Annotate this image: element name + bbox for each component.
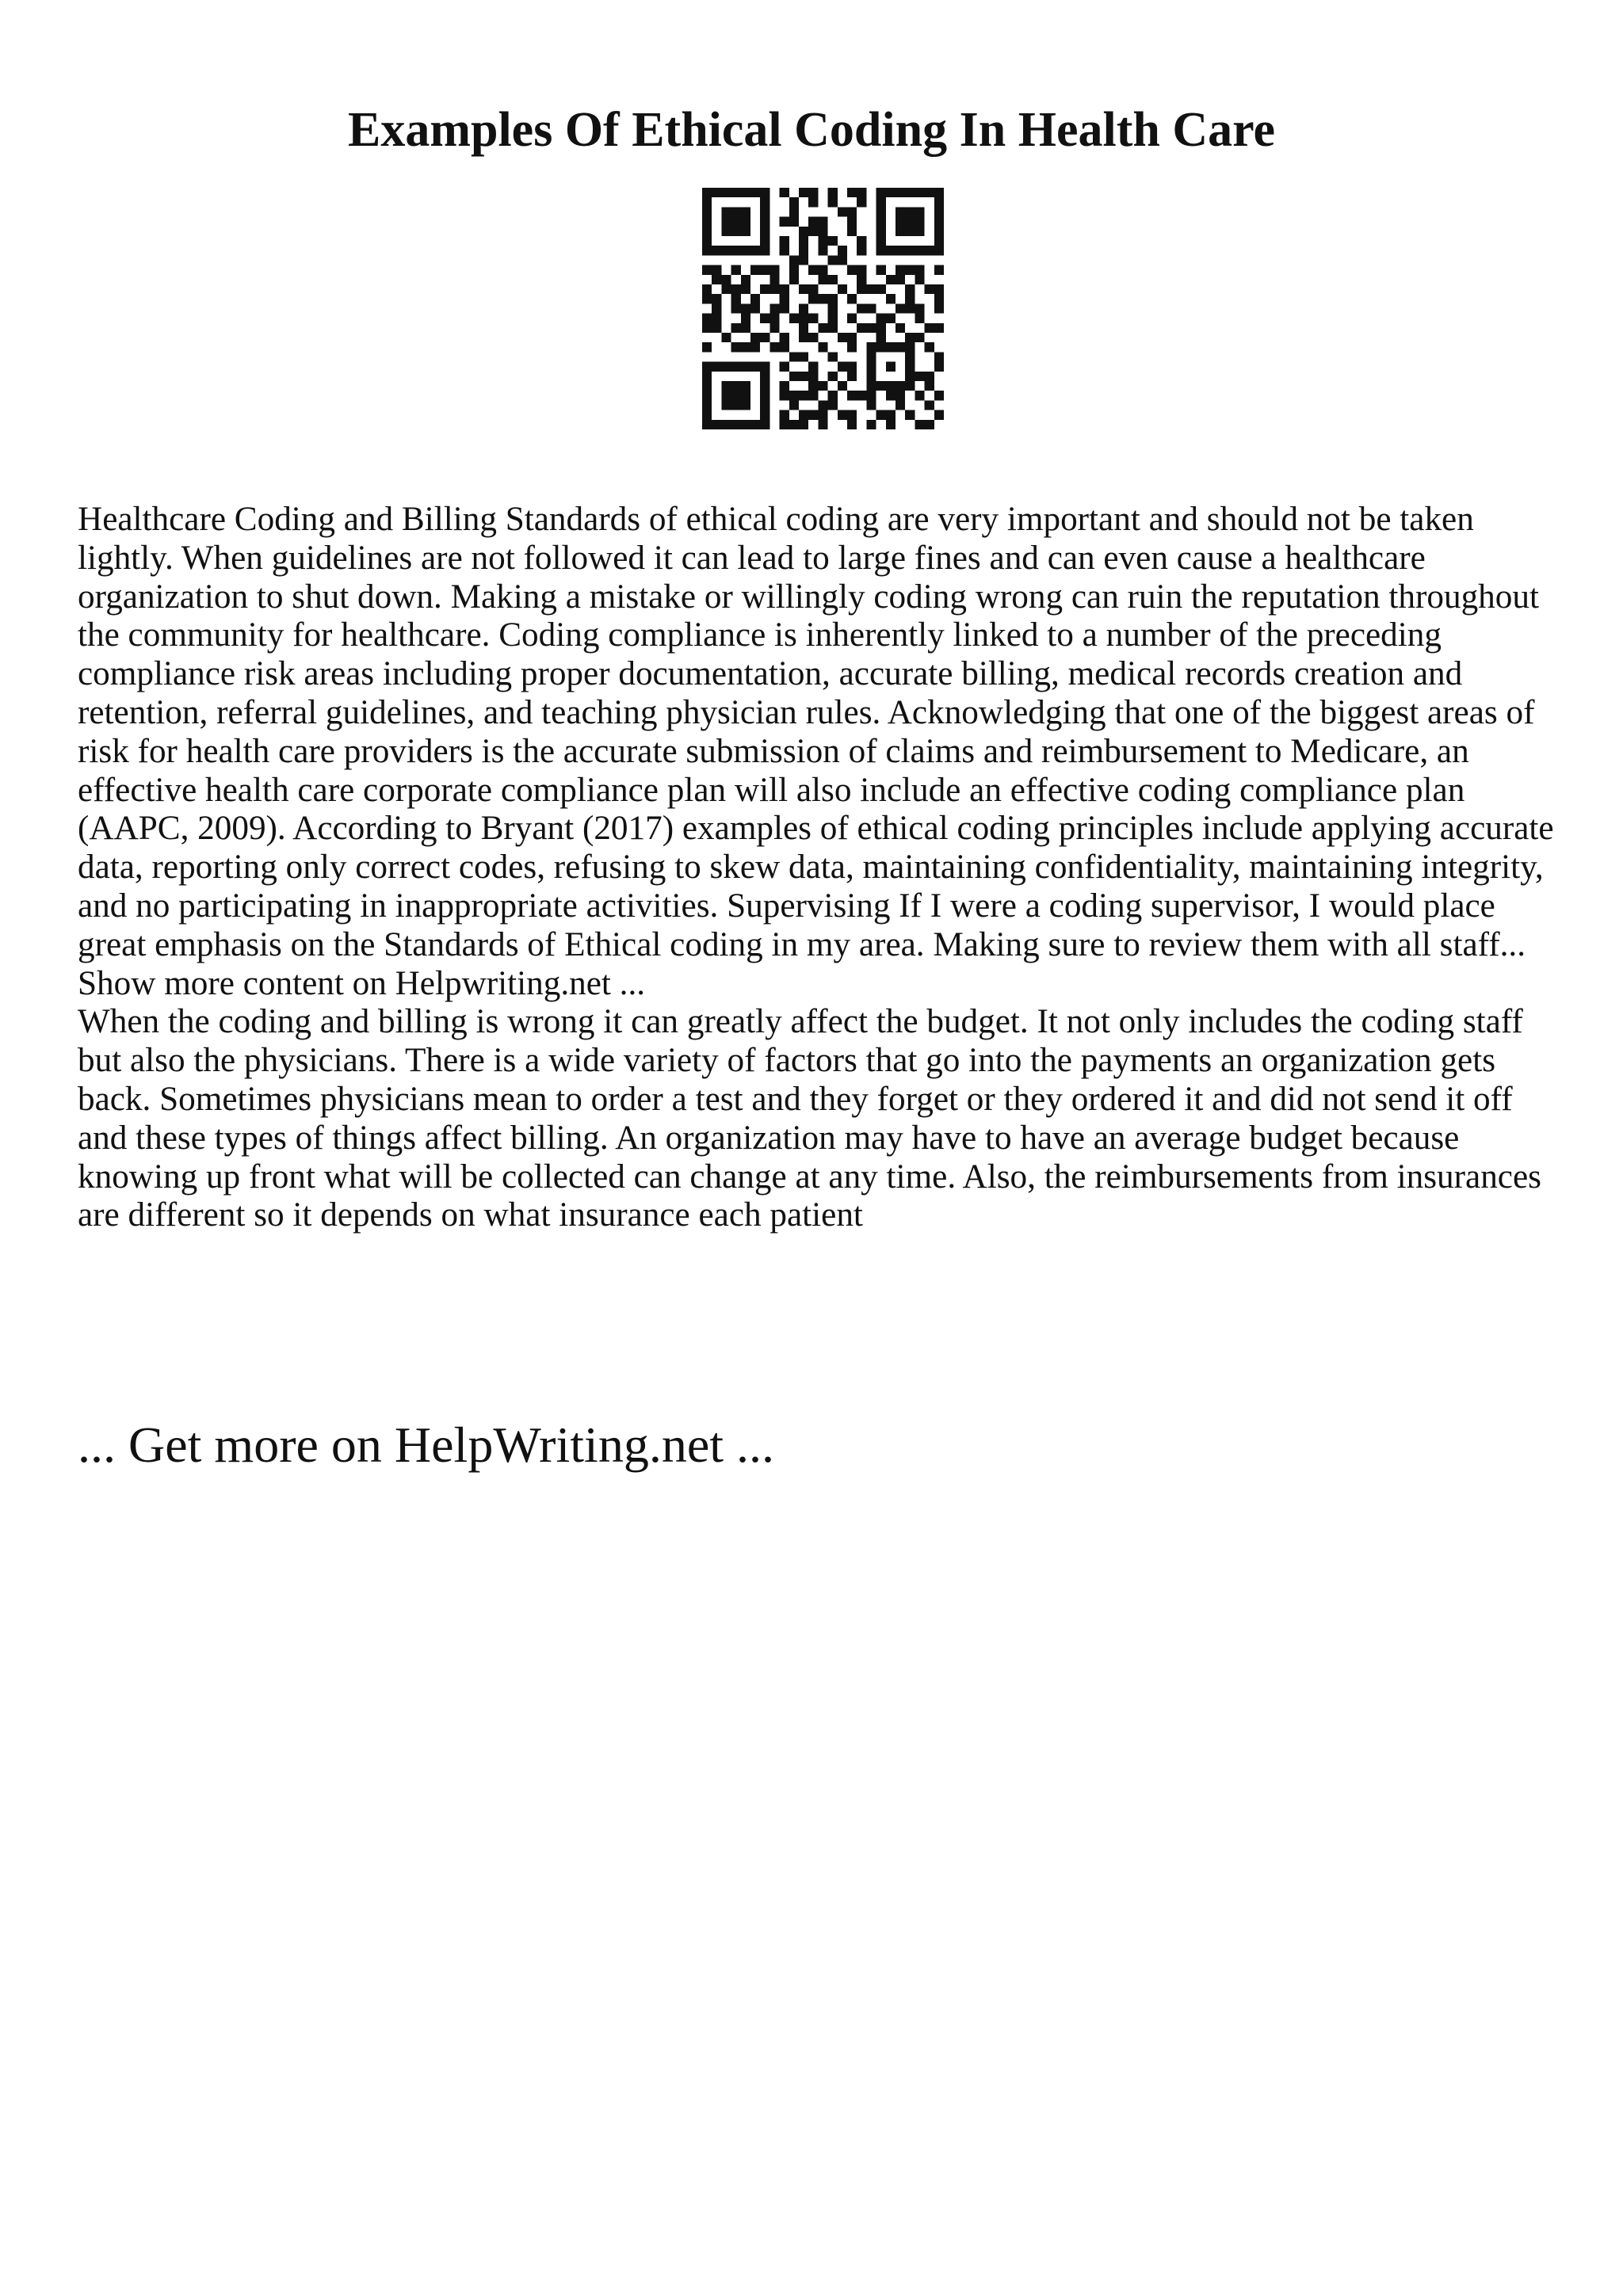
qr-code-icon <box>702 188 944 429</box>
paragraph: Healthcare Coding and Billing Standards of ethical coding are very important and should not be taken lightly. When guidelines are not followed it can lead to large fines and can even cause a healthcare organization to shut down. Making a mistake or willingly coding wrong can ruin the reputation throughout the community for healthcare. Coding compliance is inherently linked to a number of the preceding compliance risk areas including proper documentation, accurate billing, medical records creation and retention, referral guidelines, and teaching physician rules. Acknowledging that one of the biggest areas of risk for health care providers is the accurate submission of claims and reimbursement to Medicare, an effective health care corporate compliance plan will also include an effective coding compliance plan (AAPC, 2009). According to Bryant (2017) examples of ethical coding principles include applying accurate data, reporting only correct codes, refusing to skew data, maintaining confidentiality, maintaining integrity, and no participating in inappropriate activities. Supervising If I were a coding supervisor, I would place great emphasis on the Standards of Ethical coding in my area. Making sure to review them with all staff... Show more content on Helpwriting.net ... <box>78 501 1554 1002</box>
document-title: Examples Of Ethical Coding In Health Care <box>347 103 1276 157</box>
paragraph: When the coding and billing is wrong it can greatly affect the budget. It not only includes the coding staff but also the physicians. There is a wide variety of factors that go into the payments an organization gets back. Sometimes physicians mean to order a test and they forget or they ordered it and did not send it off and these types of things affect billing. An organization may have to have an average budget because knowing up front what will be collected can change at any time. Also, the reimbursements from insurances are different so it depends on what insurance each patient <box>78 1003 1541 1234</box>
get-more-link[interactable]: ... Get more on HelpWriting.net ... <box>78 1417 774 1473</box>
article-body <box>78 501 1561 1235</box>
